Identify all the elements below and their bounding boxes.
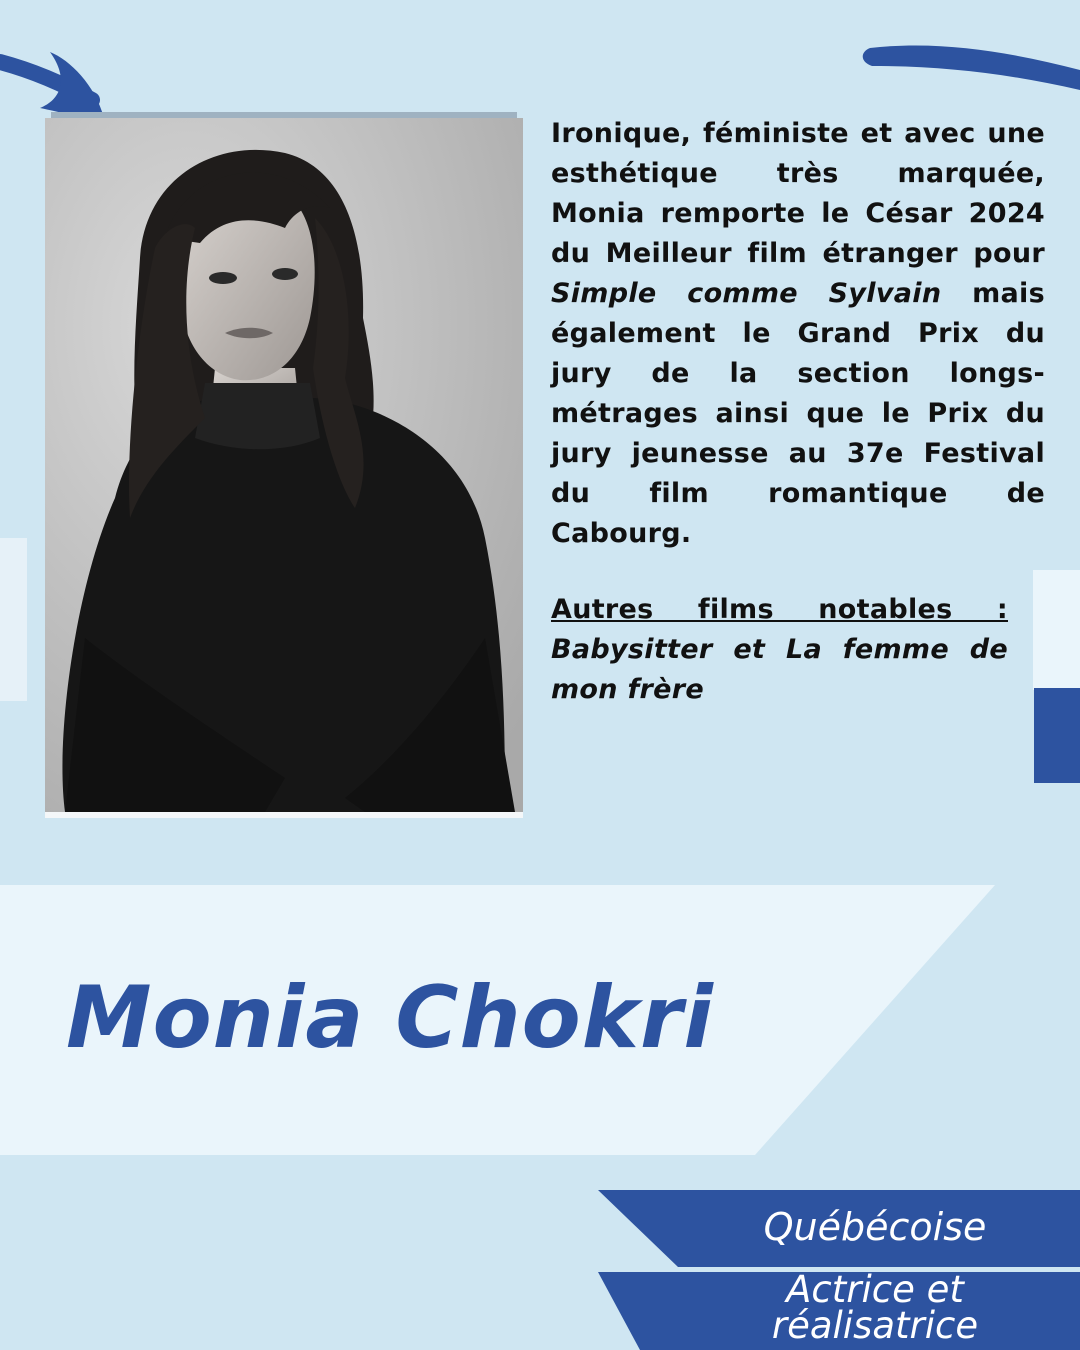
- notable-films-list: Babysitter et La femme de mon frère: [551, 634, 1008, 705]
- biography-text: [551, 114, 1045, 554]
- portrait-photo: [45, 118, 523, 812]
- notable-label: Autres films notables :: [551, 594, 1008, 625]
- bio-part2: mais également le Grand Prix du jury de la section longs-métrages ainsi que le Prix du jury jeunesse au 37e Festival du film romantique de Cabourg.: [551, 278, 1045, 549]
- tag-origin: Québécoise: [763, 1205, 987, 1249]
- right-light-strip: [1033, 570, 1080, 690]
- notable-films: [551, 590, 1008, 710]
- tag-role: [700, 1268, 1050, 1347]
- tag-role-line1: Actrice et: [786, 1268, 964, 1311]
- right-blue-strip: [1034, 688, 1080, 783]
- left-strip: [0, 538, 27, 701]
- brush-stroke: [863, 45, 1080, 90]
- person-name: Monia Chokri: [66, 968, 714, 1068]
- bio-film-title: Simple comme Sylvain: [551, 278, 942, 309]
- bio-part1: Ironique, féministe et avec une esthétique très marquée, Monia remporte le César 2024 du Meilleur film étranger pour: [551, 118, 1045, 269]
- arrow-icon: [0, 52, 104, 118]
- tag-role-line2: réalisatrice: [771, 1304, 979, 1347]
- portrait-illustration: [45, 118, 523, 812]
